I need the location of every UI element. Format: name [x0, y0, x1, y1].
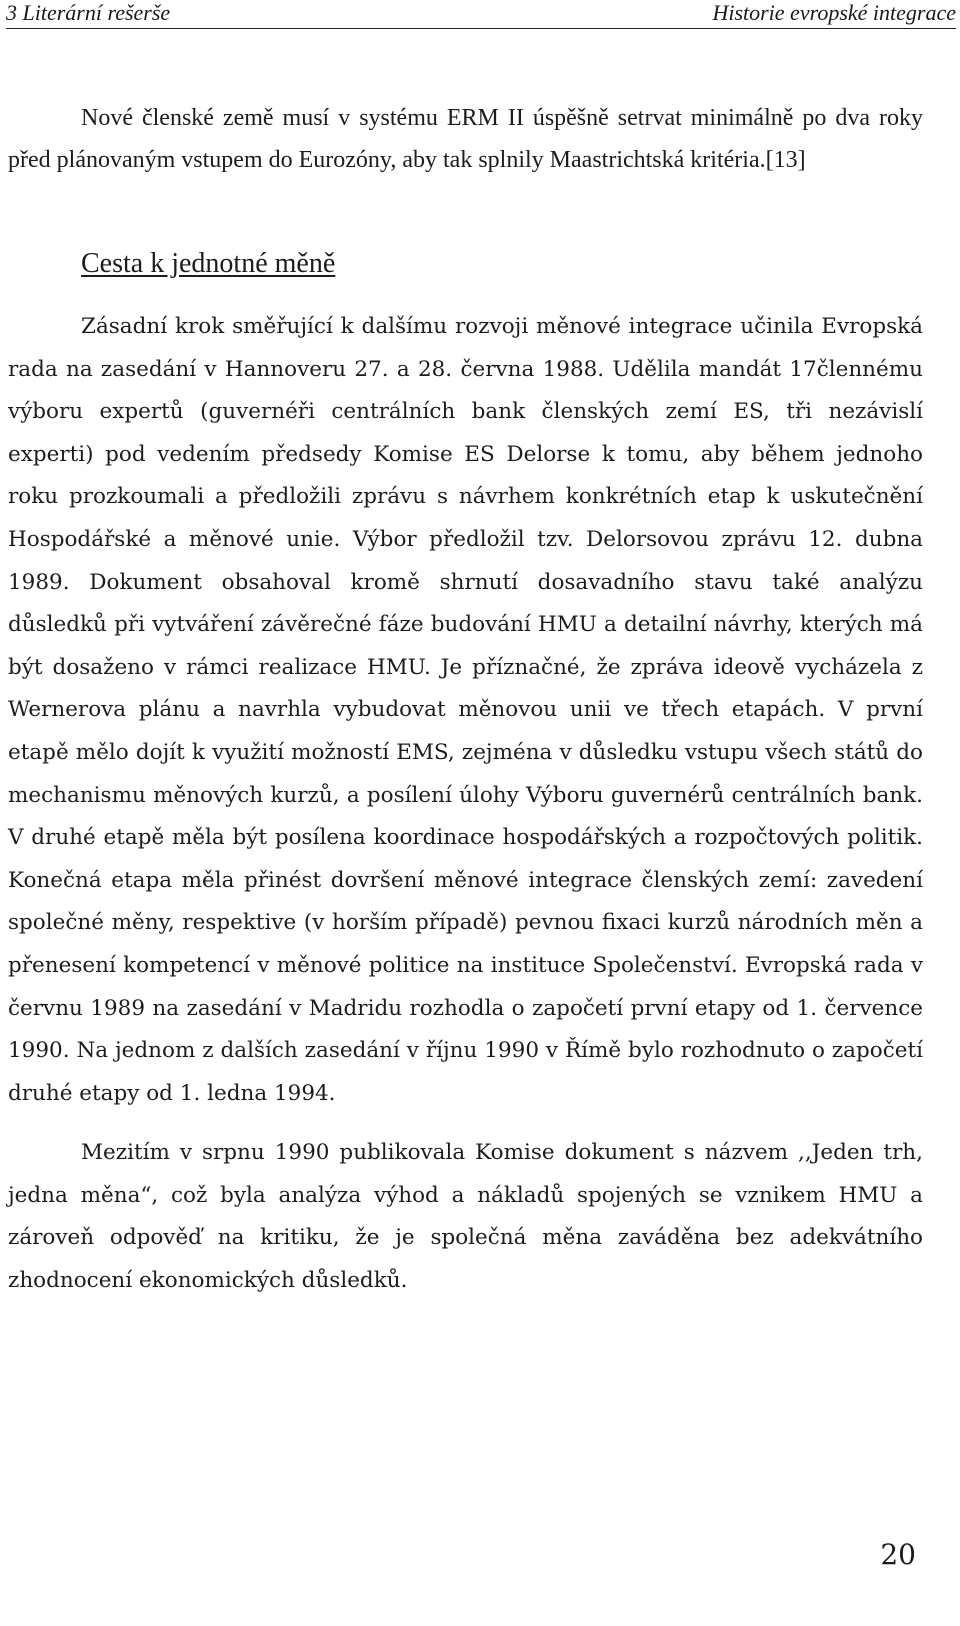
paragraph-delors-report: Zásadní krok směřující k dalšímu rozvoji měnové integrace učinila Evropská rada na zasedání v Hannoveru 27. a 28. června 1988. Udělila mandát 17člennému výboru expertů (guvernéři centrálních bank členských zemí ES, tři nezávislí experti) pod vedením předsedy Komise ES Delorse k tomu, aby během jednoho roku prozkoumali a předložili zprávu s návrhem konkrétních etap k uskutečnění Hospodářské a měnové unie. Výbor předložil tzv. Delorsovou zprávu 12. dubna 1989. Dokument obsahoval kromě shrnutí dosavadního stavu také analýzu důsledků při vytváření závěrečné fáze budování HMU a detailní návrhy, kterých má být dosaženo v rámci realizace HMU. Je příznačné, že zpráva ideově vycházela z Wernerova plánu a navrhla vybudovat měnovou unii ve třech etapách. V první etapě mělo dojít k využití možností EMS, zejména v důsledku vstupu všech států do mechanismu měnových kurzů, a posílení úlohy Výboru guvernérů centrálních bank. V druhé etapě měla být posílena koordinace hospodářských a rozpočtových politik. Konečná etapa měla přinést dovršení měnové integrace členských zemí: zavedení společné měny, respektive (v horším případě) pevnou fixaci kurzů národních měn a přenesení kompetencí v měnové politice na instituce Společenství. Evropská rada v červnu 1989 na zasedání v Madridu rozhodla o započetí první etapy od 1. července 1990. Na jednom z dalších zasedání v říjnu 1990 v Římě bylo rozhodnuto o započetí druhé etapy od 1. ledna 1994. — [8, 314, 923, 1106]
section-heading: Cesta k jednotné měně — [81, 248, 336, 279]
page-number: 20 — [880, 1538, 916, 1571]
running-header — [6, 0, 956, 29]
paragraph-erm: Nové členské země musí v systému ERM II úspěšně setrvat minimálně po dva roky před plánovaným vstupem do Eurozóny, aby tak splnily Maastrichtská kritéria.[13] — [8, 105, 923, 173]
header-chapter-title: 3 Literární rešerše — [6, 0, 171, 25]
header-section-title: Historie evropské integrace — [712, 0, 956, 25]
paragraph-one-market: Mezitím v srpnu 1990 publikovala Komise dokument s názvem ,,Jeden trh, jedna měna“, což byla analýza výhod a nákladů spojených se vznikem HMU a zároveň odpověď na kritiku, že je společná měna zaváděna bez adekvátního zhodnocení ekonomických důsledků. — [8, 1140, 923, 1293]
